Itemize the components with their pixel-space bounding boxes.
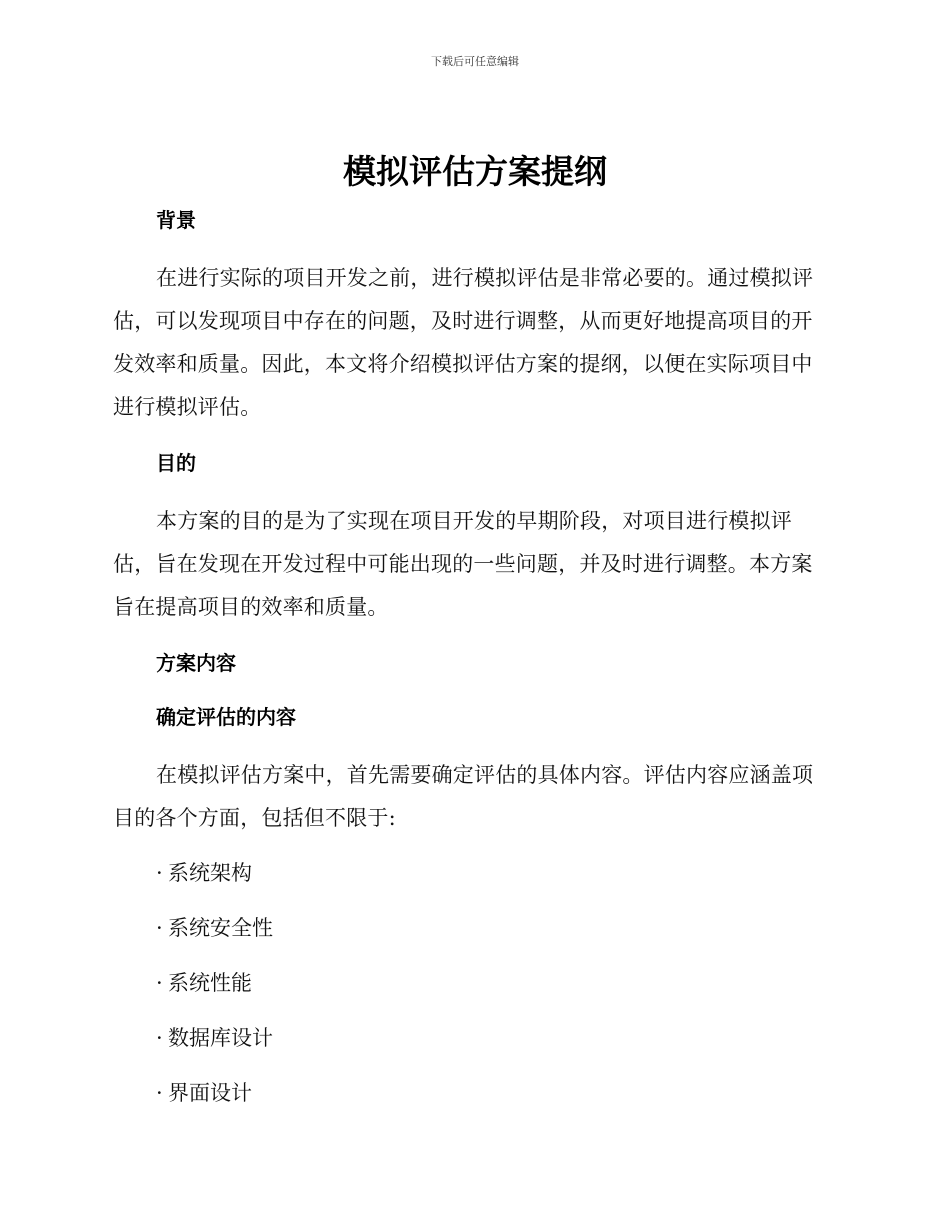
- document-body: [113, 202, 831, 1115]
- list-item: [113, 1017, 831, 1060]
- bullet-dot: ·: [156, 1026, 163, 1050]
- list-item-label: 系统架构: [168, 861, 252, 885]
- section-heading-background: 背景: [156, 208, 196, 232]
- list-item: [113, 907, 831, 950]
- list-item-label: 数据库设计: [168, 1026, 273, 1050]
- purpose-paragraph: 本方案的目的是为了实现在项目开发的早期阶段，对项目进行模拟评估，旨在发现在开发过程中可能出现的一些问题，并及时进行调整。本方案旨在提高项目的效率和质量。: [113, 509, 813, 619]
- list-item: [113, 1072, 831, 1115]
- bullet-dot: ·: [156, 861, 163, 885]
- section-heading-content: 方案内容: [156, 651, 236, 675]
- document-title: 模拟评估方案提纲: [343, 152, 607, 191]
- bullet-dot: ·: [156, 971, 163, 995]
- section-heading-determine: 确定评估的内容: [156, 705, 296, 729]
- background-paragraph: 在进行实际的项目开发之前，进行模拟评估是非常必要的。通过模拟评估，可以发现项目中存在的问题，及时进行调整，从而更好地提高项目的开发效率和质量。因此，本文将介绍模拟评估方案的提纲，以便在实际项目中进行模拟评估。: [113, 266, 814, 419]
- bullet-dot: ·: [156, 916, 163, 940]
- list-item-label: 系统安全性: [168, 916, 273, 940]
- list-item-label: 界面设计: [168, 1081, 252, 1105]
- page-header: 下载后可任意编辑: [431, 55, 519, 68]
- list-item-label: 系统性能: [168, 971, 252, 995]
- determine-paragraph: 在模拟评估方案中，首先需要确定评估的具体内容。评估内容应涵盖项目的各个方面，包括但不限于:: [113, 763, 814, 830]
- list-item: [113, 962, 831, 1005]
- section-heading-purpose: 目的: [156, 451, 196, 475]
- list-item: [113, 852, 831, 895]
- bullet-dot: ·: [156, 1081, 163, 1105]
